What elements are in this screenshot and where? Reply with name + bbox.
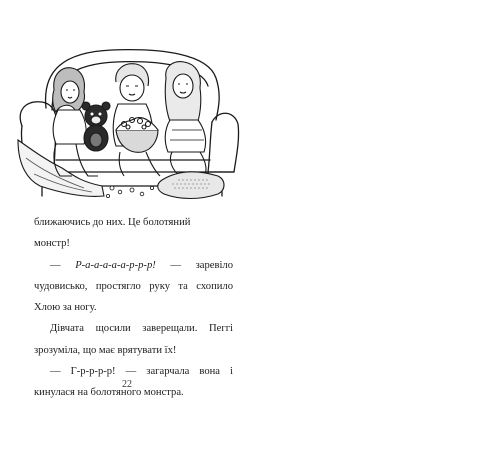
paragraph: Дівчата щосили заверещали. Пеггі зрозуміла, що має врятувати їх! [34,323,233,356]
right-page [250,0,500,450]
paragraph: — Р-а-а-а-а-а-р-р-р! — заревіло чудовисько, простягло руку та схопило Хлою за ногу. [34,259,233,314]
continued-line-2: монстр! [34,238,70,250]
paragraph: — Г-р-р-р-р! — загарчала вона і кинулася на болотяного монстра. [34,366,233,399]
page-number-left: 22 [122,379,132,390]
sofa-illustration [12,30,244,205]
continued-line-1: ближаючись до них. Це болотяний [34,217,191,228]
left-page-text [34,212,233,404]
roar-text: Р-а-а-а-а-а-р-р-р! [75,259,156,271]
